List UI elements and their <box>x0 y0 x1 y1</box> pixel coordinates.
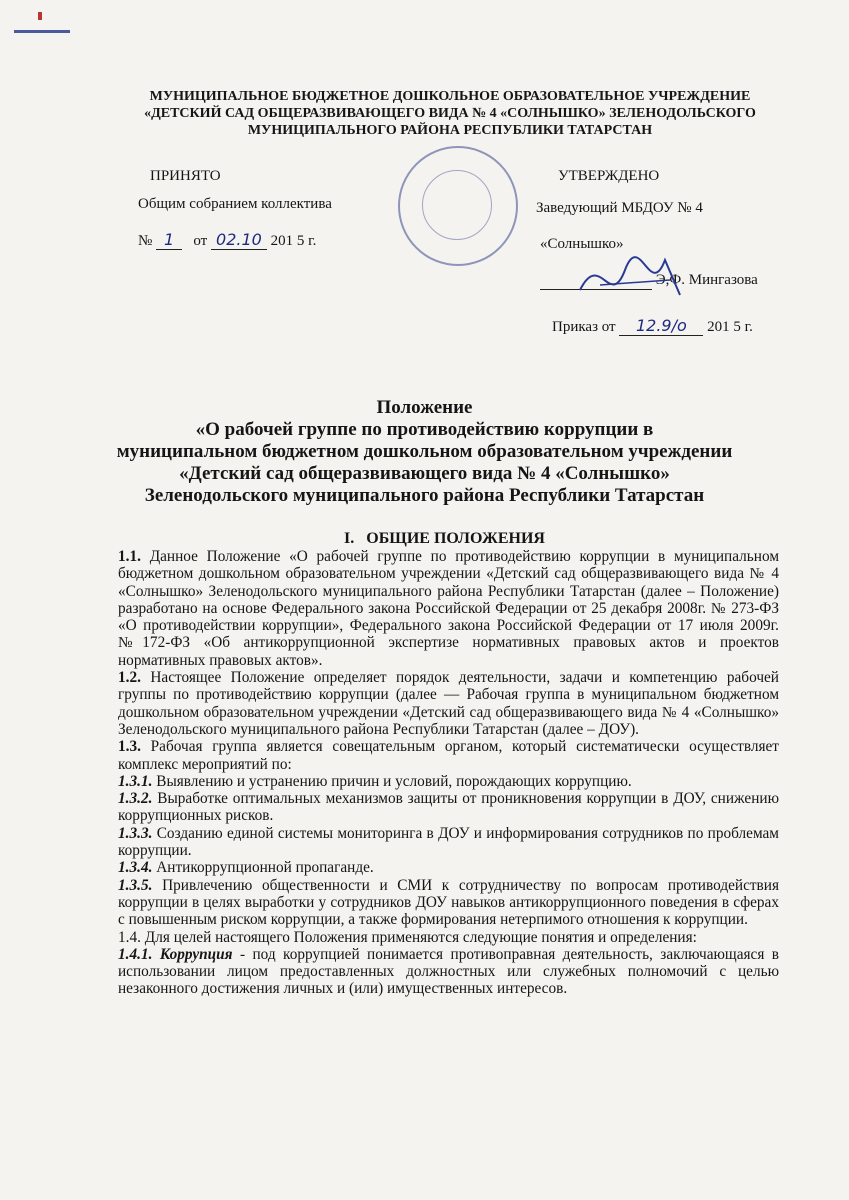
institution-header <box>110 88 790 139</box>
handwritten-signature <box>570 240 690 320</box>
title-line-1: Положение <box>376 397 473 418</box>
order-prefix: Приказ от <box>552 319 616 335</box>
official-seal-stamp <box>398 146 518 266</box>
binding-mark <box>14 30 70 33</box>
clause-1-3-2: 1.3.2. Выработке оптимальных механизмов защиты от проникновения коррупции в ДОУ, снижению коррупционных рисков. <box>118 790 779 825</box>
title-line-4: «Детский сад общеразвивающего вида № 4 «Солнышко» <box>179 463 670 484</box>
order-year: 201 5 г. <box>707 319 753 335</box>
header-line-3: МУНИЦИПАЛЬНОГО РАЙОНА РЕСПУБЛИКИ ТАТАРСТАН <box>247 123 653 138</box>
header-line-2: «ДЕТСКИЙ САД ОБЩЕРАЗВИВАЮЩЕГО ВИДА № 4 «СОЛНЫШКО» ЗЕЛЕНОДОЛЬСКОГО <box>144 106 756 121</box>
clause-1-1: 1.1. Данное Положение «О рабочей группе по противодействию коррупции в муниципальном бюджетном дошкольном образовательном учреждении «Детский сад общеразвивающего вида № 4 «Солнышко» Зеленодольского муниципального района Республики Татарстан (далее – Положение) разработано на основе Федерального закона Российской Федерации от 25 декабря 2008г. № 273-ФЗ «О противодействии коррупции», Федерального закона Российской Федерации от 17 июля 2009г. №172-ФЗ «Об антикоррупционной экспертизе нормативных правовых актов и проектов нормативных правовых актов». <box>118 548 779 669</box>
signer-name: Э,Ф. Мингазова <box>655 272 758 288</box>
corner-mark <box>38 12 42 20</box>
clause-1-3-1: 1.3.1. Выявлению и устранению причин и условий, порождающих коррупцию. <box>118 772 632 790</box>
protocol-date: 02.10 <box>211 230 267 250</box>
title-line-5: Зеленодольского муниципального района Республики Татарстан <box>144 485 705 506</box>
section-title: ОБЩИЕ ПОЛОЖЕНИЯ <box>366 530 545 547</box>
title-line-2: «О рабочей группе по противодействию коррупции в <box>195 419 654 440</box>
title-line-3: муниципальном бюджетном дошкольном образовательном учреждении <box>116 441 733 462</box>
order-number: 12.9/о <box>619 316 703 336</box>
approved-label: УТВЕРЖДЕНО <box>558 168 660 184</box>
protocol-number: 1 <box>156 230 182 250</box>
number-prefix: № <box>138 233 153 249</box>
clause-1-2: 1.2. Настоящее Положение определяет порядок деятельности, задачи и компетенцию рабочей группы по противодействию коррупции (далее — Рабочая группа в муниципальном бюджетном дошкольном образовательном учреждении «Детский сад общеразвивающего вида № 4 «Солнышко» Зеленодольского муниципального района Республики Татарстан (далее – ДОУ). <box>118 669 779 738</box>
section-number: I. <box>344 530 355 547</box>
accepted-label: ПРИНЯТО <box>150 168 221 184</box>
clause-1-4: 1.4. Для целей настоящего Положения применяются следующие понятия и определения: <box>118 928 697 946</box>
protocol-year: 201 5 г. <box>270 233 317 249</box>
clause-1-3-5: 1.3.5. Привлечению общественности и СМИ к сотрудничеству по вопросам противодействия коррупции в целях выработки у сотрудников ДОУ навыков антикоррупционного поведения в сферах с повышенным риском коррупции, а также формирования нетерпимого отношения к коррупции. <box>118 876 779 929</box>
accepted-number-line <box>138 230 316 250</box>
clause-1-3: 1.3. Рабочая группа является совещательным органом, который систематически осуществляет комплекс мероприятий по: <box>118 738 779 773</box>
section-heading <box>110 530 779 548</box>
clause-1-4-1: 1.4.1. Коррупция - под коррупцией понимается противоправная деятельность, заключающаяся в использовании лицом предоставленных должностных или служебных полномочий с целью незаконного достижения личных и (или) имущественных интересов. <box>118 945 779 998</box>
clause-1-3-3: 1.3.3. Созданию единой системы мониторинга в ДОУ и информирования сотрудников по проблемам коррупции. <box>118 824 779 860</box>
approved-position: Заведующий МБДОУ № 4 <box>536 200 703 216</box>
approved-org: «Солнышко» <box>540 236 624 252</box>
clause-1-3-4: 1.3.4. Антикоррупционной пропаганде. <box>118 859 374 877</box>
date-prefix: от <box>193 233 208 249</box>
document-title <box>60 397 789 507</box>
document-body <box>118 548 779 998</box>
accepted-body: Общим собранием коллектива <box>138 196 332 212</box>
header-line-1: МУНИЦИПАЛЬНОЕ БЮДЖЕТНОЕ ДОШКОЛЬНОЕ ОБРАЗОВАТЕЛЬНОЕ УЧРЕЖДЕНИЕ <box>149 89 751 104</box>
